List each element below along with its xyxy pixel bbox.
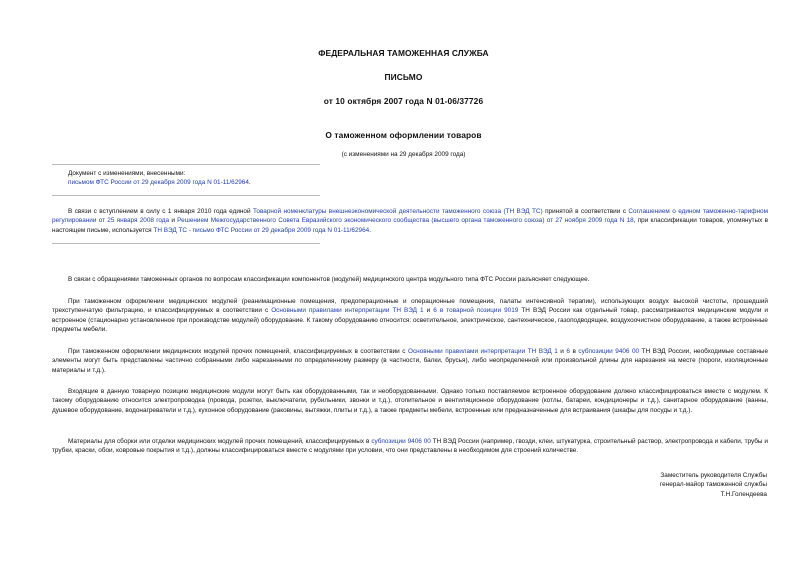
agency-name: ФЕДЕРАЛЬНАЯ ТАМОЖЕННАЯ СЛУЖБА — [318, 48, 489, 58]
amending-letter-link[interactable]: письмом ФТС России от 29 декабря 2009 года N 01-11/62964 — [68, 179, 249, 186]
paragraph-text: и — [557, 348, 567, 355]
document-title: О таможенном оформлении товаров — [325, 130, 482, 140]
tn-ved-ts-link[interactable]: Товарной номенклатуры внешнеэкономической деятельности таможенного союза (ТН ВЭД ТС) — [253, 208, 543, 215]
paragraph-text: Материалы для сборки или отделки медицинских модулей прочих помещений, классифицируемых в — [68, 438, 372, 445]
intro-text: . — [369, 226, 371, 234]
amendments-note: (с изменениями на 29 декабря 2009 года) — [341, 151, 466, 158]
divider — [52, 243, 320, 244]
changes-note-line — [68, 178, 251, 187]
changes-note-tail: . — [248, 179, 251, 186]
paragraph-text: При таможенном оформлении медицинских модулей (реанимационные помещения, предоперационные и операционные помещения, палаты интенсивной терапии), использующих воздух высокой чистоты, прошедший трехступенчатую фильтрацию, и классифицируемых в соответствии с — [52, 298, 768, 315]
intro-text: В связи с вступлением в силу с 1 января 2010 года единой — [68, 208, 254, 215]
intro-text: принятой в соответствии с — [542, 208, 629, 215]
paragraph-5 — [52, 437, 768, 456]
tariff-agreement-link[interactable]: Соглашением о едином таможенно-тарифном регулировании от 25 января 2008 года — [52, 208, 769, 225]
subheading-9406-link[interactable]: субпозиции 9406 00 — [371, 438, 431, 445]
council-decision-link[interactable]: Решением Межгосударственного Совета Евразийского экономического сообщества (высшего органа таможенного союза) от 27 ноября 2009 года N 18 — [177, 217, 634, 225]
paragraph-text: ТН ВЭД России, необходимые составные элементы могут быть представлены частично собранными либо нарезанными по определенному размеру (в частности, балки, брусья), либо неопределенной или произвольной длины для нарезания на месте (пороги, изоляционные материалы и т.д.). — [52, 348, 768, 374]
document-type: ПИСЬМО — [384, 72, 423, 82]
document-date-number: от 10 октября 2007 года N 01-06/37726 — [323, 96, 484, 106]
paragraph-text: и — [423, 307, 434, 315]
paragraph-1: В связи с обращениями таможенных органов по вопросам классификации компонентов (модулей) медицинского центра модульного типа ФТС России разъясняет следующее. — [68, 276, 590, 283]
paragraph-3 — [52, 347, 768, 375]
paragraph-text: При таможенном оформлении медицинских модулей прочих помещений, классифицируемых в соответствии с — [68, 348, 408, 355]
interpretation-rules-link[interactable]: Основными правилами интерпретации ТН ВЭД 1 — [271, 307, 424, 315]
paragraph-4: Входящие в данную товарную позицию медицинские модули могут быть как оборудованными, так и необорудованными. Однако только поставляемое встроенное оборудование должно классифицироваться вместе с модулем. К такому оборудованию относится электропроводка (провода, розетки, выключатели, рубильники, звонки и т.д.), отопительное и вентиляционное оборудование (котлы, батареи, кондиционеры и т.д.), санитарное оборудование (ванны, душевое оборудование, водонагреватели и т.д.), кухонное оборудование (раковины, вытяжки, плиты и т.д.), а также предметы мебели, встроенные или предназначенные для встраивания (шкафы для посуды и т.д.). — [52, 388, 768, 414]
divider — [52, 195, 320, 196]
subheading-9406-link[interactable]: субпозиции 9406 00 — [578, 348, 640, 355]
changes-note-text: Документ с изменениями, внесенными: — [68, 170, 186, 177]
paragraph-2 — [52, 297, 768, 335]
signer-position: Заместитель руководителя Службы — [660, 472, 767, 479]
intro-text: и — [169, 217, 178, 225]
signer-rank: генерал-майор таможенной службы — [659, 481, 767, 489]
signer-name: Т.Н.Голендеева — [720, 490, 767, 498]
paragraph-text: в — [569, 348, 579, 355]
intro-paragraph — [52, 207, 768, 235]
signature-block — [567, 471, 767, 499]
changes-note — [68, 169, 251, 187]
paragraph-text: ТН ВЭД России как отдельный товар, рассматриваются медицинские модули и встроенное (стационарно установленное при производстве модулей) оборудование. К такому оборудованию относится: осветительное, электрическое, сантехническое, газоподводящее, воздухоочистное оборудование, а также встроенные предметы мебели. — [52, 307, 769, 334]
heading-9019-link[interactable]: 6 в товарной позиции 9019 — [433, 307, 519, 315]
fts-letter-link[interactable]: ТН ВЭД ТС - письмо ФТС России от 29 декабря 2009 года N 01-11/62964 — [153, 226, 370, 234]
interpretation-rules-link[interactable]: Основными правилами интерпретации ТН ВЭД 1 — [407, 348, 558, 355]
intro-text: , при классификации товаров, упомянутых в настоящем письме, используется — [52, 217, 769, 234]
rule-6-link[interactable]: 6 — [566, 348, 570, 355]
paragraph-text: ТН ВЭД России (например, гвозди, клеи, штукатурка, строительный раствор, электропровода и кабели, трубы и трубки, краски, обои, ковровые покрытия и т.д.), должны классифицироваться вместе с модулями при условии, что они представлены в необходимом для строений количестве. — [52, 438, 768, 455]
divider — [52, 164, 320, 165]
